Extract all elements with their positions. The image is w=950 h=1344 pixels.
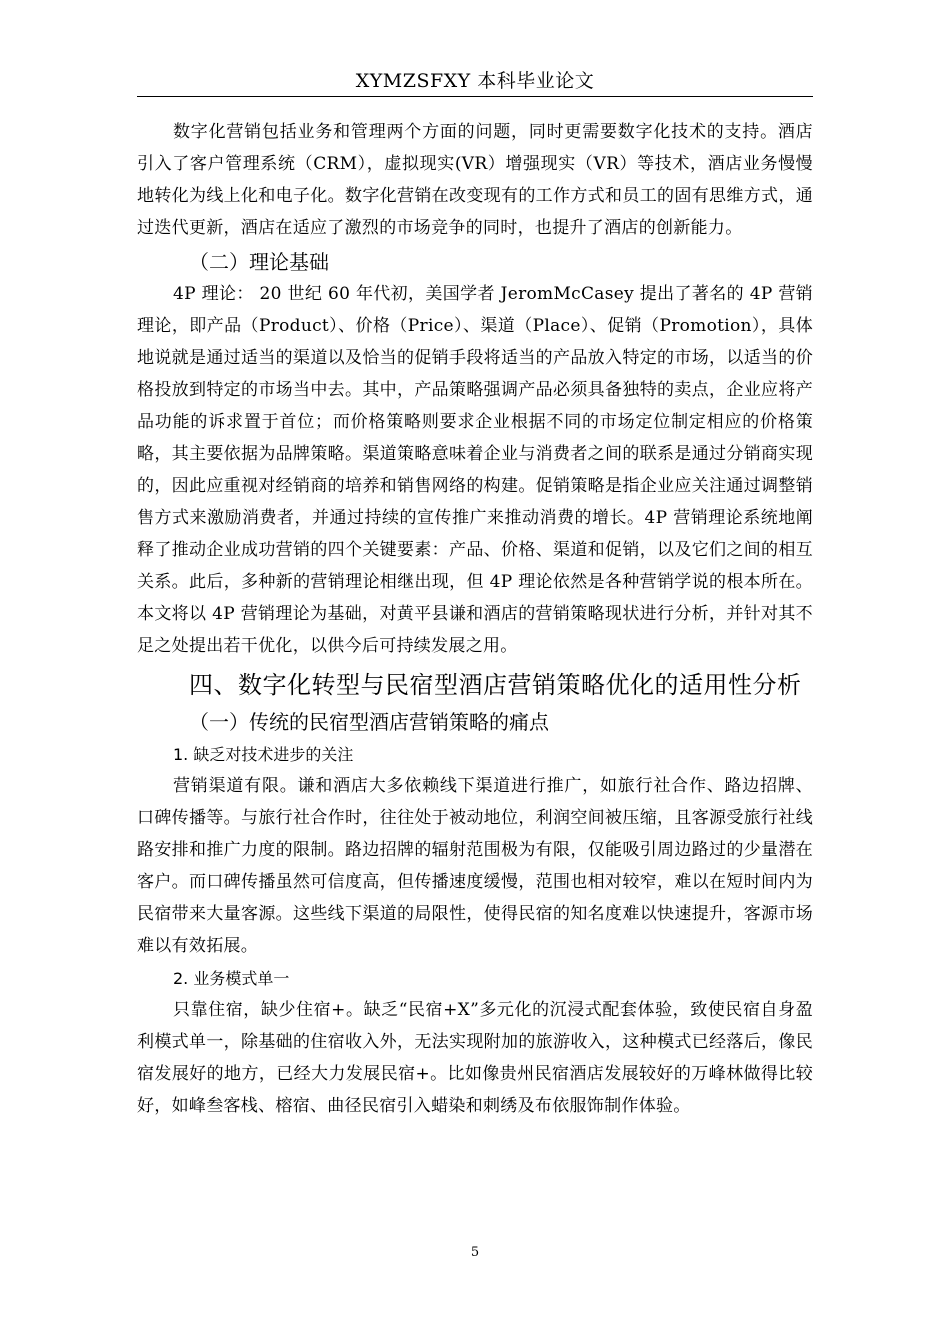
page-body — [137, 116, 813, 1122]
header-title: XYMZSFXY 本科毕业论文 — [355, 70, 595, 92]
paragraph-4p-theory: 4P 理论： 20 世纪 60 年代初，美国学者 JeromMcCasey 提出了著名的 4P 营销理论，即产品（Product）、价格（Price）、渠道（Place）、促销（Promotion），具体地说就是通过适当的渠道以及恰当的促销手段将适当的产品放入特定的市场，以适当的价格投放到特定的市场当中去。其中，产品策略强调产品必须具备独特的卖点，企业应将产品功能的诉求置于首位；而价格策略则要求企业根据不同的市场定位制定相应的价格策略，其主要依据为品牌策略。渠道策略意味着企业与消费者之间的联系是通过分销商实现的，因此应重视对经销商的培养和销售网络的构建。促销策略是指企业应关注通过调整销售方式来激励消费者，并通过持续的宣传推广来推动消费的增长。4P 营销理论系统地阐释了推动企业成功营销的四个关键要素：产品、价格、渠道和促销，以及它们之间的相互关系。此后，多种新的营销理论相继出现，但 4P 理论依然是各种营销学说的根本所在。本文将以 4P 营销理论为基础，对黄平县谦和酒店的营销策略现状进行分析，并针对其不足之处提出若干优化，以供今后可持续发展之用。 — [137, 284, 813, 656]
subheading-business-model: 2. 业务模式单一 — [173, 969, 290, 988]
chapter-heading-4: 四、数字化转型与民宿型酒店营销策略优化的适用性分析 — [189, 671, 802, 699]
subheading-tech-progress: 1. 缺乏对技术进步的关注 — [173, 745, 354, 764]
paragraph-business-model: 只靠住宿，缺少住宿+。缺乏“民宿+X”多元化的沉浸式配套体验，致使民宿自身盈利模式单一，除基础的住宿收入外，无法实现附加的旅游收入，这种模式已经落后，像民宿发展好的地方，已经大力发展民宿+。比如像贵州民宿酒店发展较好的万峰林做得比较好，如峰叁客栈、榕宿、曲径民宿引入蜡染和刺绣及布依服饰制作体验。 — [137, 1000, 813, 1116]
page-header — [137, 66, 813, 97]
paragraph-digital-marketing: 数字化营销包括业务和管理两个方面的问题，同时更需要数字化技术的支持。酒店引入了客户管理系统（CRM），虚拟现实(VR）增强现实（VR）等技术，酒店业务慢慢地转化为线上化和电子化。数字化营销在改变现有的工作方式和员工的固有思维方式，通过迭代更新，酒店在适应了激烈的市场竞争的同时，也提升了酒店的创新能力。 — [137, 122, 813, 238]
section-heading-theory: （二）理论基础 — [189, 250, 329, 274]
section-heading-pain-points: （一）传统的民宿型酒店营销策略的痛点 — [189, 710, 549, 734]
page-number: 5 — [470, 1245, 480, 1260]
paragraph-marketing-channels: 营销渠道有限。谦和酒店大多依赖线下渠道进行推广，如旅行社合作、路边招牌、口碑传播等。与旅行社合作时，往往处于被动地位，利润空间被压缩，且客源受旅行社线路安排和推广力度的限制。路边招牌的辐射范围极为有限，仅能吸引周边路过的少量潜在客户。而口碑传播虽然可信度高，但传播速度缓慢，范围也相对较窄，难以在短时间内为民宿带来大量客源。这些线下渠道的局限性，使得民宿的知名度难以快速提升，客源市场难以有效拓展。 — [137, 776, 813, 956]
